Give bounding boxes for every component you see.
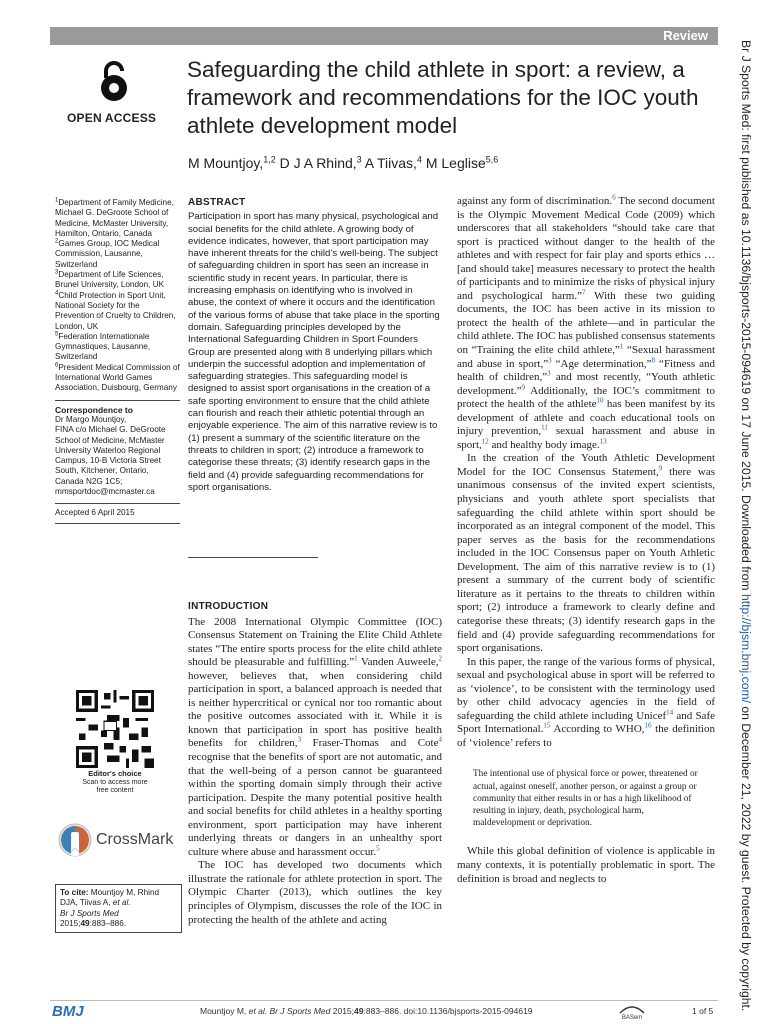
basem-label: BASem <box>621 1015 643 1021</box>
body-column-right <box>457 195 715 886</box>
reference-link[interactable]: 7 <box>581 288 586 297</box>
open-access-label: OPEN ACCESS <box>67 111 157 125</box>
author-affil: 5,6 <box>485 154 499 165</box>
reference-link[interactable]: 3 <box>297 735 301 744</box>
reference-link[interactable]: 9 <box>521 383 525 391</box>
abstract-text: Participation in sport has many physical, psychological and social benefits for the child athlete. A growing body of evidence indicates, however, that sport participation may have inherent threats for the child’s well-being. The subject of safeguarding children in sport has seen an increase in scientific study in recent years. In particular, there is increasing emphasis on identifying who is involved in abuse, the context of where it occurs and the identification of the various forms of abuse that take place in the sporting domain. Safeguarding principles developed by the International Safeguarding Children in Sport Founders Group are presented along with 8 underlying pillars which underpin the successful adoption and implementation of safeguarding strategies. This safeguarding model is designed to assist sport organisations in the creation of a safe sporting environment to ensure that the child athlete can flourish and reach their athletic potential through an enjoyable experience. The aim of this narrative review is to (1) present a summary of the scientific literature on the threats to children in sport; (2) introduce a framework to categorise these threats; (3) identify research gaps in the field and (4) provide safeguarding recommendations for sport organisations. <box>188 211 440 493</box>
author-name: M Leglise <box>421 155 486 171</box>
paragraph: The 2008 International Olympic Committee (IOC) Consensus Statement on Training the Elite Child Athlete states “The entire sports process for the elite child athlete should be pleasurable and fulfilling.”$^1$ Vanden Auweele,$^2$ however, believes that, when considering child participation in sport, a balanced approach is needed that is neither hypercritical or cynical nor too romantic about the positive outcomes associated with it. While it is known that participation in sport has positive health benefits for children,$^3$ Fraser-Thomas and Cote$^4$ recognise that the benefits of sport are not automatic, and that the well-being of a person cannot be guaranteed within the sporting domain simply through their active participation. Despite the many potential positive health and social benefits for child athletes in a healthy sporting environment, sport participation may have inherent underlying threats or dangers in an unhealthy sport culture where abuse and harassment occur.$^5$ <box>188 615 443 858</box>
bmj-logo: BMJ <box>52 1003 84 1020</box>
abstract <box>188 197 442 494</box>
reference-link[interactable]: 16 <box>644 721 652 730</box>
paragraph: While this global definition of violence is applicable in many contexts, it is potentially problematic in sport. The definition is broad and neglects to <box>457 845 715 885</box>
page-number: 1 of 5 <box>692 1006 714 1016</box>
open-access-icon <box>92 60 136 104</box>
affiliation: $^1$Department of Family Medicine, Michael G. DeGroote School of Medicine, McMaster University, Hamilton, Ontario, Canada <box>55 197 174 238</box>
reference-link[interactable]: 3 <box>547 369 551 378</box>
affiliations <box>55 198 180 394</box>
reference-link[interactable]: 12 <box>481 437 489 446</box>
affiliation: $^6$President Medical Commission of International World Games Association, Duisbourg, Germany <box>55 362 180 393</box>
author-affil: 3 <box>356 154 362 165</box>
section-bar <box>50 27 718 45</box>
reference-link[interactable]: 1 <box>354 654 358 663</box>
reference-link[interactable]: 14 <box>666 708 674 717</box>
correspondence-heading: Correspondence to <box>55 404 133 415</box>
author-affil: 1,2 <box>263 154 276 165</box>
author-list <box>188 155 498 171</box>
abstract-divider <box>188 557 318 558</box>
divider <box>55 400 180 401</box>
block-quote: The intentional use of physical force or power, threatened or actual, against oneself, another person, or against a group or community that either results in or has a high likelihood of resulting in injury, death, psychological harm, maldevelopment or deprivation. <box>473 769 698 829</box>
correspondence-address: Dr Margo Mountjoy, FINA c/o Michael G. DeGroote School of Medicine, McMaster University Waterloo Regional Campus, 10-B Victoria Street South, Kitchener, Ontario, Canada N2G 1C5; mmsportdoc@mcmaster.ca <box>55 415 180 497</box>
basem-logo-icon <box>617 1003 647 1021</box>
reference-link[interactable]: 15 <box>543 721 551 730</box>
section-label: Review <box>663 28 708 43</box>
divider <box>55 503 180 504</box>
reference-link[interactable]: 2 <box>438 654 442 663</box>
citation-box: To cite: Mountjoy M, Rhind DJA, Tiivas A, et al. Br J Sports Med 2015;49:883–886. <box>55 884 182 933</box>
author-name: M Mountjoy, <box>188 155 264 171</box>
affiliation: $^2$Games Group, IOC Medical Commission, Lausanne, Switzerland <box>55 238 160 269</box>
footer-divider <box>50 1000 718 1001</box>
paragraph: The IOC has developed two documents which illustrate the rationale for athlete protection in sport. The Olympic Charter (2013), which outlines the key principles of Olympism, discusses the role of the IOC in protecting the health of the athlete and acting <box>188 859 442 926</box>
introduction-heading: INTRODUCTION <box>188 601 269 612</box>
abstract-heading: ABSTRACT <box>188 197 246 208</box>
reference-link[interactable]: 11 <box>541 423 548 432</box>
crossmark-label: CrossMark <box>96 831 174 848</box>
sidebar <box>55 198 180 524</box>
affiliation: $^4$Child Protection in Sport Unit, National Society for the Prevention of Cruelty to Children, London, UK <box>55 289 176 331</box>
reference-link[interactable]: 1 <box>619 342 624 351</box>
divider <box>55 523 180 524</box>
affiliation: $^3$Department of Life Sciences, Brunel University, London, UK <box>55 269 165 290</box>
paragraph: In the creation of the Youth Athletic Development Model for the IOC Consensus Statement,$^9$ there was unanimous consensus of the invited expert scientists, physicians and youth athlete sport specialists that safeguarding the child athlete within sport should be incorporated as an integral component of the model. This paper serves as the basis for the recommendations included in the IOC Consensus paper on Youth Athletic Development. The aim of this narrative review is to (1) present a summary of the current body of scientific literature as it pertains to the threats to children within sport; (2) introduce a framework to clearly define and categorise these threats; (3) identify research gaps in the field and (4) provide safeguarding recommendations for sport organisations. <box>457 452 715 655</box>
paragraph: In this paper, the range of the various forms of physical, sexual and psychological abuse in sport will be referred to as ‘violence’, to be consistent with the terminology used by other child advocacy agencies in the field of safeguarding the child athlete including Unicef$^{14}$ and Safe Sport International.$^{15}$ According to WHO,$^{16}$ the definition of ‘violence’ refers to <box>457 655 715 749</box>
reference-link[interactable]: 3 <box>548 355 552 364</box>
paragraph: against any form of discrimination.$^6$ The second document is the Olympic Movement Medical Code (2009) which underscores that all stakeholders “should take care that sport is practiced without danger to the health of the athletes and with respect for fair play and sports ethics … [and should take] measures necessary to protect the health of participants and to minimize the risks of physical injury and psychological harm.”$^7$ With these two guiding documents, the IOC has been active in its mission to protect the health of the athlete—and in particular the child athlete. The IOC has published consensus statements on “Training the elite child athlete,”$^1$ “Sexual harassment and abuse in sport,”$^3$ “Age determination,”$^8$ “Fitness and health of children,”$^3$ and most recently, “Youth athletic development.”$^9$ Additionally, the IOC’s commitment to protect the health of the athlete$^{10}$ has been manifest by its development of athlete and coach educational tools on injury prevention,$^{11}$ sexual harassment and abuse in sport,$^{12}$ and healthy body image.$^{13}$ <box>457 193 716 451</box>
author-affil: 4 <box>416 154 422 165</box>
qr-code-icon[interactable] <box>76 690 154 768</box>
reference-link[interactable]: 13 <box>599 437 607 446</box>
reference-link[interactable]: 9 <box>658 464 663 473</box>
reference-link[interactable]: 5 <box>376 844 380 853</box>
affiliation: $^5$Federation Internationale Gymnastiques, Lausanne, Switzerland <box>55 331 151 362</box>
reference-link[interactable]: 8 <box>651 355 656 364</box>
reference-link[interactable]: 10 <box>596 396 604 405</box>
article-title: Safeguarding the child athlete in sport: a review, a framework and recommendations for the IOC youth athlete development model <box>187 57 699 138</box>
author-name: A Tiivas, <box>361 155 417 171</box>
reference-link[interactable]: 6 <box>612 193 616 202</box>
download-note: Br J Sports Med: first published as 10.1136/bjsports-2015-094619 on 17 June 2015. Downloaded from http://bjsm.bmj.com/ on December 21, 2022 by guest. Protected by copyright. <box>739 40 753 1012</box>
author-name: D J A Rhind, <box>275 155 357 171</box>
correspondence-email[interactable]: mmsportdoc@mcmaster.ca <box>55 487 155 497</box>
introduction <box>188 600 442 927</box>
journal-link[interactable]: http://bjsm.bmj.com/ <box>739 593 753 704</box>
crossmark-icon <box>58 822 92 862</box>
accepted-date: Accepted 6 April 2015 <box>55 508 135 518</box>
reference-link[interactable]: 4 <box>438 735 443 744</box>
qr-caption: Editor's choice Scan to access more free content <box>82 769 148 794</box>
crossmark-badge[interactable] <box>58 822 178 862</box>
footer-citation: Mountjoy M, et al. Br J Sports Med 2015;49:883–886. doi:10.1136/bjsports-2015-094619 <box>200 1006 533 1016</box>
